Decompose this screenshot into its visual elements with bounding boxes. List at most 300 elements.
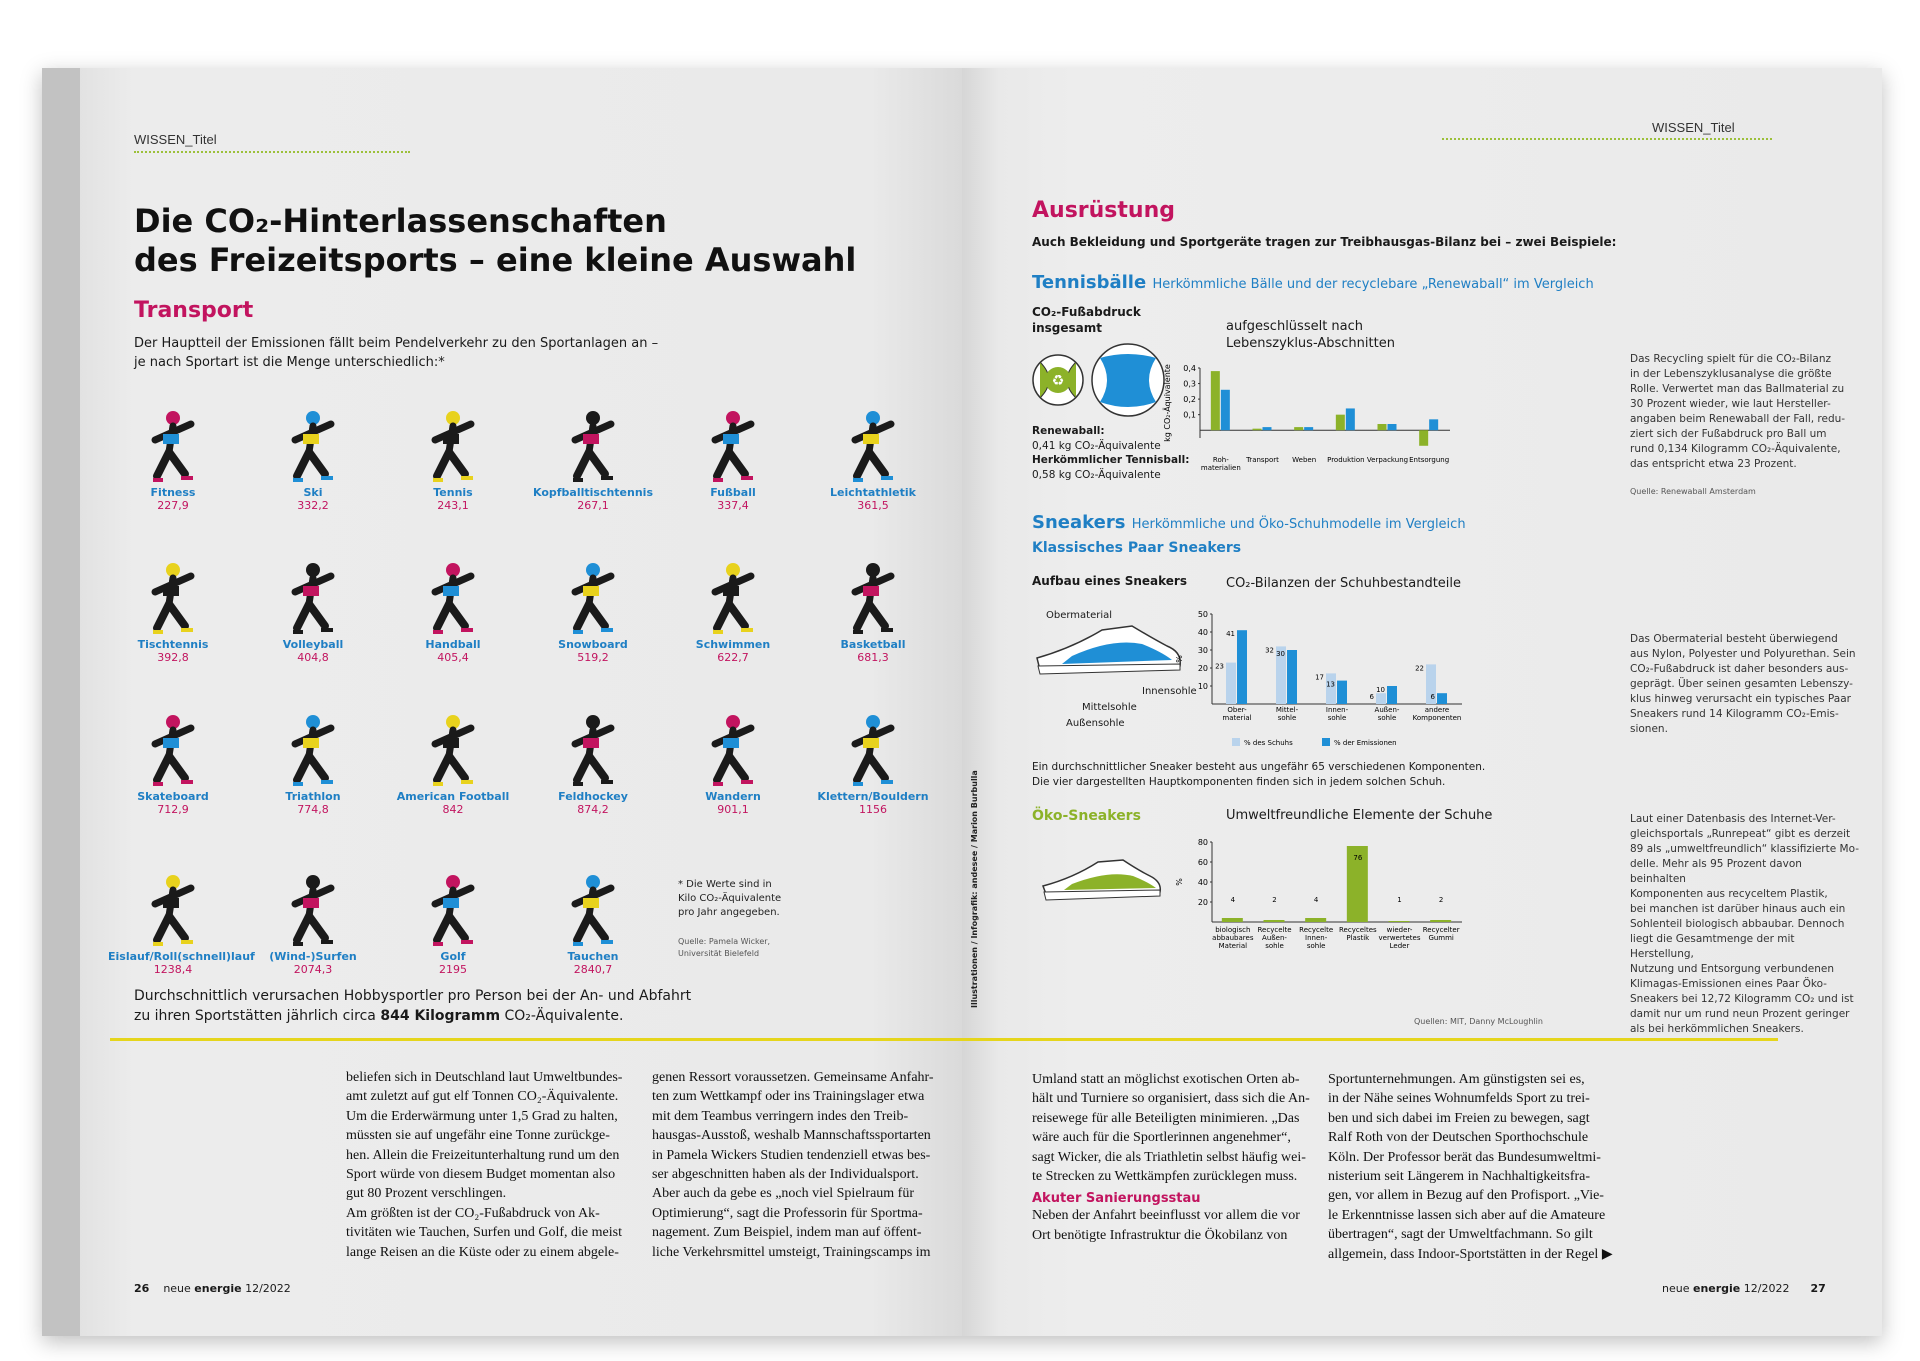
category-label: Recycelter	[1422, 926, 1460, 934]
sport-item	[108, 708, 238, 816]
tick-label: 0,3	[1183, 379, 1196, 389]
category-label: Recycelte	[1257, 926, 1292, 934]
category-label: sohle	[1306, 942, 1326, 950]
text-line: ben und sich dabei im Freien zu bewegen, sagt	[1328, 1110, 1590, 1126]
data-label: 32	[1265, 646, 1274, 655]
bar	[1376, 693, 1386, 704]
text-line: Ralf Roth von der Deutschen Sporthochschule	[1328, 1130, 1589, 1146]
right-page	[962, 68, 1882, 1336]
text-line: Sport würde von diesem Budget momentan also	[346, 1167, 616, 1183]
data-label: 1	[1397, 896, 1402, 904]
bar	[1430, 920, 1451, 922]
text-line: 30 Prozent wieder, wie laut Hersteller-	[1630, 398, 1831, 410]
sport-name: Fitness	[150, 486, 196, 499]
sneaker-chart-title: CO₂-Bilanzen der Schuhbestandteile	[1226, 576, 1462, 591]
sport-value: 901,1	[717, 803, 749, 816]
page-edge	[42, 68, 80, 1336]
text-line: mit dem Teambus verringern indes den Treib-	[652, 1108, 909, 1124]
bar	[1387, 686, 1397, 704]
category-label: Entsorgung	[1409, 456, 1450, 464]
text-line: beliefen sich in Deutschland laut Umweltbundes-	[346, 1070, 623, 1085]
sport-item	[248, 708, 378, 816]
category-label: biologisch	[1215, 926, 1251, 934]
text-line: Klimagas-Emissionen eines Paar Öko-	[1630, 978, 1827, 990]
category-label: Innen-	[1325, 706, 1349, 714]
sport-name: Tauchen	[567, 950, 619, 963]
bar	[1304, 427, 1313, 430]
bar	[1326, 673, 1336, 704]
text-line: hält und Turniere so organisiert, dass sich die An-	[1032, 1091, 1310, 1107]
tennis-chart-title: aufgeschlüsselt nach Lebenszyklus-Abschnitten	[1226, 319, 1395, 351]
text-line: Am größten ist der CO₂-Fußabdruck von Ak-	[346, 1205, 600, 1221]
bar	[1305, 918, 1326, 922]
sport-name: Kopfballtischtennis	[532, 486, 653, 499]
athlete-icon	[413, 556, 493, 636]
text-line: Köln. Der Professor berät das Bundesumweltmi-	[1328, 1149, 1601, 1165]
sport-value: 842	[442, 803, 464, 816]
bar	[1237, 630, 1247, 704]
category-label: Innen-	[1305, 934, 1328, 942]
sport-value: 405,4	[437, 651, 469, 664]
sport-value: 1156	[859, 803, 887, 816]
text-line: gut 80 Prozent verschlingen.	[346, 1186, 507, 1202]
sport-item	[808, 708, 938, 816]
sport-value: 361,5	[857, 499, 889, 512]
kicker-right: WISSEN_Titel	[1652, 120, 1735, 135]
bar	[1429, 419, 1438, 430]
bar	[1222, 918, 1243, 922]
folio-right: neue energie 12/2022 27	[1662, 1282, 1826, 1295]
sport-name: Tischtennis	[137, 638, 209, 651]
magazine-spread	[42, 68, 1882, 1336]
text-line: sagt Wicker, die als Triathletin selbst häufig wei-	[1032, 1149, 1306, 1165]
text-line: das entspricht etwa 23 Prozent.	[1630, 458, 1797, 470]
athlete-icon	[273, 556, 353, 636]
category-label: sohle	[1265, 942, 1284, 950]
athlete-icon	[833, 404, 913, 484]
data-label: 76	[1353, 854, 1363, 862]
sneaker-chart	[1162, 598, 1498, 748]
tennis-chart	[1158, 356, 1488, 476]
bar	[1264, 920, 1285, 922]
credit-line: Illustrationen / Infografik: andesee / Marion Burbulla	[970, 770, 979, 1008]
sport-value: 2074,3	[293, 963, 333, 976]
subhead-sanierungsstau: Akuter Sanierungsstau	[1032, 1191, 1201, 1207]
bar	[1337, 681, 1347, 704]
tick-label: 10	[1197, 682, 1208, 691]
legend-swatch	[1322, 738, 1330, 746]
text-line: gen, vor allem in Bezug auf den Profisport. „Vie-	[1328, 1188, 1604, 1204]
tick-label: 0,4	[1183, 364, 1196, 373]
bar	[1437, 693, 1447, 704]
sport-name: Skateboard	[137, 790, 209, 803]
renewaball-icon	[1033, 355, 1083, 405]
athlete-icon	[833, 708, 913, 788]
part-innensohle: Innensohle	[1142, 686, 1197, 697]
athlete-icon	[133, 868, 213, 948]
kicker: WISSEN_Titel	[134, 132, 217, 147]
text-line: rund 0,134 Kilogramm CO₂-Äquivalente,	[1630, 443, 1841, 455]
category-label: material	[1222, 714, 1252, 722]
sneaker-note: Ein durchschnittlicher Sneaker besteht aus ungefähr 65 verschiedenen Komponenten. Die vier dargestellten Hauptkomponenten finden sich in jedem solchen Schuh.	[1032, 761, 1486, 788]
category-label: Gummi	[1428, 934, 1454, 942]
bar	[1263, 427, 1272, 430]
tennis-side-text	[1630, 352, 1860, 472]
sport-value: 392,8	[157, 651, 189, 664]
body-column-2	[652, 1068, 944, 1262]
legend-label: % des Schuhs	[1244, 739, 1293, 747]
sport-name: Ski	[303, 486, 323, 499]
text-line: damit nur um rund neun Prozent geringer	[1630, 1008, 1850, 1020]
text-line: Das Obermaterial besteht überwiegend	[1630, 633, 1838, 645]
text-line: geprägt. Über seinen gesamten Lebenszy-	[1630, 678, 1853, 690]
category-label: verwertetes	[1378, 934, 1421, 942]
text-line: ten zum Wettkampf oder ins Trainingslager etwa	[652, 1089, 925, 1105]
yellow-rule	[110, 1038, 962, 1041]
part-aussensohle: Außensohle	[1066, 718, 1125, 729]
athlete-icon	[273, 404, 353, 484]
legend-swatch	[1232, 738, 1240, 746]
category-label: sohle	[1377, 714, 1397, 722]
tick-label: 40	[1197, 878, 1208, 887]
data-label: 41	[1226, 630, 1235, 639]
y-axis-label: %	[1175, 655, 1184, 663]
sport-item	[108, 404, 238, 512]
data-label: 2	[1438, 896, 1444, 904]
text-line: 89 als „umweltfreundlich“ klassifizierte Mo-	[1630, 843, 1860, 855]
bar	[1294, 427, 1303, 430]
athlete-icon	[553, 868, 633, 948]
section-ausruestung: Ausrüstung	[1032, 198, 1175, 223]
category-label: wieder-	[1386, 926, 1413, 934]
category-label: Mittel-	[1275, 706, 1299, 714]
text-line: in Pamela Wickers Studien tendenziell etwas bes-	[652, 1147, 931, 1163]
text-line: Das Recycling spielt für die CO₂-Bilanz	[1630, 353, 1831, 365]
bar	[1346, 408, 1355, 430]
sport-name: Tennis	[433, 486, 473, 499]
y-axis-label: kg CO₂-Äquivalente	[1163, 364, 1172, 442]
data-label: 2	[1272, 896, 1277, 904]
sport-name: Triathlon	[285, 790, 341, 803]
sport-item	[108, 868, 255, 976]
tick-label: 20	[1197, 664, 1208, 673]
tennis-source: Quelle: Renewaball Amsterdam	[1630, 487, 1756, 496]
eco-side-text	[1630, 812, 1860, 1037]
text-line: bei manchen ist darüber hinaus auch ein	[1630, 903, 1846, 915]
tick-label: 60	[1197, 858, 1208, 867]
tick-label: 50	[1197, 610, 1208, 619]
text-line: Sportunternehmungen. Am günstigsten sei es,	[1328, 1072, 1585, 1087]
sport-name: Golf	[440, 950, 466, 963]
text-line: in der Nähe seines Wohnumfelds Sport zu trei-	[1328, 1091, 1590, 1107]
text-line: Aber auch da gebe es „noch viel Spielraum für	[652, 1186, 915, 1202]
data-label: 13	[1326, 680, 1335, 689]
svg-text:♻: ♻	[1051, 373, 1065, 389]
page-title: Die CO₂-Hinterlassenschaften des Freizeitsports – eine kleine Auswahl	[134, 202, 857, 279]
text-line: Sneakers rund 14 Kilogramm CO₂-Emis-	[1630, 708, 1839, 720]
source-left: Quelle: Pamela Wicker, Universität Bielefeld	[678, 937, 771, 958]
category-label: Plastik	[1346, 934, 1370, 942]
tick-label: 0,1	[1183, 410, 1196, 420]
athlete-icon	[133, 708, 213, 788]
bar	[1389, 921, 1410, 922]
data-label: 23	[1215, 662, 1224, 671]
summary-text: Durchschnittlich verursachen Hobbysportler pro Person bei der An- und Abfahrt zu ihren Sportstätten jährlich circa 844 Kilogramm CO₂-Äquivalente.	[134, 988, 692, 1024]
category-label: Recycelte	[1299, 926, 1334, 934]
left-page	[42, 68, 962, 1336]
data-label: 4	[1313, 896, 1319, 904]
sport-value: 2195	[439, 963, 467, 976]
athlete-icon	[693, 708, 773, 788]
category-label: materialien	[1200, 464, 1241, 472]
text-line: liegt die Gesamtmenge der mit Herstellung,	[1630, 933, 1795, 960]
sport-value: 404,8	[297, 651, 329, 664]
text-line: ziert sich der Fußabdruck pro Ball um	[1630, 428, 1827, 440]
text-line: nagement. Zum Beispiel, indem man auf öffent-	[652, 1225, 922, 1241]
kicker-rule	[134, 151, 410, 153]
data-label: 17	[1315, 673, 1324, 682]
category-label: Weben	[1292, 456, 1317, 464]
sport-item	[528, 556, 658, 664]
category-label: andere	[1424, 706, 1450, 714]
eco-heading: Öko-Sneakers	[1032, 808, 1141, 824]
bar	[1378, 424, 1387, 430]
aufbau-heading: Aufbau eines Sneakers	[1032, 574, 1187, 588]
text-line: Komponenten aus recyceltem Plastik,	[1630, 888, 1828, 900]
text-line: Nutzung und Entsorgung verbundenen	[1630, 963, 1835, 975]
sport-value: 227,9	[157, 499, 189, 512]
text-line: tivitäten wie Tauchen, Surfen und Golf, die meist	[346, 1225, 622, 1241]
text-line: Um die Erderwärmung unter 1,5 Grad zu halten,	[346, 1108, 618, 1124]
athlete-icon	[693, 556, 773, 636]
category-label: abbaubares	[1212, 934, 1254, 942]
data-label: 22	[1415, 664, 1424, 673]
text-line: genen Ressort voraussetzen. Gemeinsame Anfahr-	[652, 1070, 934, 1085]
sport-name: Snowboard	[558, 638, 628, 651]
sport-value: 337,4	[717, 499, 749, 512]
text-line: Sneakers bei 12,72 Kilogramm CO₂ und ist	[1630, 993, 1854, 1005]
sport-item	[528, 868, 658, 976]
text-line: le Erkenntnisse lassen sich aber auf die Amateure	[1328, 1207, 1606, 1223]
sport-item	[528, 708, 658, 816]
sport-name: Feldhockey	[558, 790, 628, 803]
athlete-icon	[693, 404, 773, 484]
text-line: nisterium seit Längerem in Nachhaltigkeitsfra-	[1328, 1169, 1591, 1185]
text-line: CO₂-Fußabdruck ist daher besonders aus-	[1630, 663, 1849, 675]
sport-value: 774,8	[297, 803, 329, 816]
body-column-3	[1032, 1070, 1314, 1245]
sport-item	[808, 404, 938, 512]
bar	[1253, 429, 1262, 431]
text-line: delle. Mehr als 95 Prozent davon beinhalten	[1630, 858, 1802, 885]
folio-left: 26 neue energie 12/2022	[134, 1282, 291, 1295]
sport-item	[248, 404, 378, 512]
y-axis-label: %	[1175, 878, 1184, 886]
category-label: Material	[1218, 942, 1248, 950]
text-line: müssten sie auf ungefähr eine Tonne zurückge-	[346, 1128, 610, 1144]
category-label: Ober-	[1227, 706, 1247, 714]
category-label: Produktion	[1327, 456, 1365, 464]
lead-right: Auch Bekleidung und Sportgeräte tragen zur Treibhausgas-Bilanz bei – zwei Beispiele:	[1032, 235, 1617, 249]
sport-item	[248, 556, 378, 664]
category-label: Transport	[1246, 456, 1279, 464]
tennis-balls	[1030, 340, 1170, 420]
body-column-4	[1328, 1070, 1620, 1264]
eco-chart	[1162, 830, 1498, 960]
text-line: als bei herkömmlichen Sneakers.	[1630, 1023, 1804, 1035]
eco-source: Quellen: MIT, Danny McLoughlin	[1414, 1017, 1543, 1026]
category-label: Verpackung	[1366, 456, 1409, 464]
text-line: Rolle. Verwertet man das Ballmaterial zu	[1630, 383, 1845, 395]
lead-text: Der Hauptteil der Emissionen fällt beim Pendelverkehr zu den Sportanlagen an – je nach Sportart ist die Menge unterschiedlich:*	[134, 336, 659, 370]
sport-value: 332,2	[297, 499, 329, 512]
athlete-icon	[413, 404, 493, 484]
sport-name: Eislauf/Roll(schnell)lauf	[108, 950, 255, 963]
text-line: sionen.	[1630, 723, 1668, 735]
sport-item	[388, 868, 518, 976]
data-label: 6	[1369, 693, 1374, 702]
sport-name: Basketball	[840, 638, 906, 651]
sport-value: 622,7	[717, 651, 749, 664]
text-line: allgemein, dass Indoor-Sportstätten in der Regel ▶	[1328, 1246, 1613, 1262]
sneakers-heading: Sneakers Herkömmliche und Öko-Schuhmodelle im Vergleich	[1032, 512, 1466, 533]
classic-heading: Klassisches Paar Sneakers	[1032, 540, 1242, 556]
sport-name: Fußball	[710, 486, 756, 499]
data-label: 6	[1430, 693, 1435, 702]
category-label: Außen-	[1262, 934, 1287, 942]
ball-values: Renewaball: 0,41 kg CO₂-Äquivalente Herkömmlicher Tennisball: 0,58 kg CO₂-Äquivalente	[1032, 425, 1190, 481]
text-line: te Strecken zu Wettkämpfen zurücklegen muss.	[1032, 1169, 1298, 1185]
tick-label: 0,2	[1183, 395, 1196, 405]
sport-item	[248, 868, 378, 976]
sport-item	[668, 556, 798, 664]
text-line: Sohlenteil biologisch abbaubar. Dennoch	[1630, 918, 1845, 930]
sport-value: 1238,4	[153, 963, 193, 976]
sport-item	[388, 404, 518, 512]
sport-item	[808, 556, 938, 664]
sport-value: 681,3	[857, 651, 889, 664]
text-line: hausgas-Ausstoß, weshalb Mannschaftssportarten	[652, 1128, 931, 1144]
category-label: Außen-	[1374, 706, 1400, 714]
data-label: 30	[1276, 650, 1285, 658]
text-line: Ort benötigte Infrastruktur die Ökobilanz von	[1032, 1227, 1288, 1243]
text-line: reisewege für alle Beteiligten minimieren. „Das	[1032, 1110, 1300, 1126]
part-mittelsohle: Mittelsohle	[1082, 702, 1137, 713]
tick-label: 20	[1197, 898, 1208, 907]
sport-item	[668, 708, 798, 816]
sneaker-side-text	[1630, 632, 1860, 737]
text-line: Optimierung“, sagt die Professorin für Sportma-	[652, 1205, 923, 1221]
text-line: Laut einer Datenbasis des Internet-Ver-	[1630, 813, 1836, 825]
body-column-1	[346, 1068, 638, 1262]
sport-name: American Football	[396, 790, 510, 803]
sport-name: (Wind-)Surfen	[269, 950, 357, 963]
category-label: Leder	[1389, 942, 1410, 950]
tick-label: 80	[1197, 838, 1208, 847]
part-obermaterial: Obermaterial	[1046, 610, 1113, 621]
athlete-icon	[413, 868, 493, 948]
sport-name: Volleyball	[282, 638, 344, 651]
tennis-heading: Tennisbälle Herkömmliche Bälle und der recyclebare „Renewaball“ im Vergleich	[1032, 272, 1594, 293]
tick-label: 40	[1197, 628, 1208, 637]
text-line: angaben beim Renewaball der Fall, redu-	[1630, 413, 1846, 425]
tick-label: 30	[1197, 646, 1208, 655]
text-line: liche Verkehrsmittel umsteigt, Trainingscamps im	[652, 1244, 931, 1260]
sport-item	[528, 404, 658, 512]
bar	[1226, 663, 1236, 704]
section-transport: Transport	[134, 298, 254, 323]
kicker-rule-right	[1442, 138, 1772, 140]
yellow-rule-right	[962, 1038, 1778, 1041]
sport-name: Schwimmen	[695, 638, 771, 651]
bar	[1221, 390, 1230, 430]
bar	[1211, 371, 1220, 430]
text-line: aus Nylon, Polyester und Polyurethan. Sein	[1630, 648, 1856, 660]
text-line: amt zuletzt auf gut elf Tonnen CO₂-Äquivalente.	[346, 1089, 619, 1105]
text-line: hen. Allein die Freizeitunterhaltung rund um den	[346, 1147, 620, 1163]
text-line: übertragen“, sagt der Umweltfachmann. So gilt	[1328, 1227, 1593, 1243]
sport-name: Klettern/Bouldern	[817, 790, 929, 803]
category-label: Recyceltes	[1339, 926, 1377, 934]
tennisball-icon	[1092, 344, 1164, 416]
sport-item	[108, 556, 238, 664]
sport-item	[388, 556, 518, 664]
bar	[1336, 415, 1345, 431]
athlete-icon	[553, 404, 633, 484]
category-label: Komponenten	[1412, 714, 1462, 722]
eco-sneaker-icon	[1038, 848, 1168, 908]
sport-value: 2840,7	[573, 963, 613, 976]
text-line: klus hinweg verursacht ein typisches Paar	[1630, 693, 1851, 705]
text-line: Umland statt an möglichst exotischen Orten ab-	[1032, 1072, 1300, 1087]
athlete-icon	[273, 708, 353, 788]
sport-item	[388, 708, 518, 816]
sport-value: 519,2	[577, 651, 609, 664]
athlete-icon	[273, 868, 353, 948]
sport-item	[668, 404, 798, 512]
sport-value: 874,2	[577, 803, 609, 816]
footnote: * Die Werte sind in Kilo CO₂-Äquivalente pro Jahr angegeben.	[678, 879, 782, 918]
athlete-icon	[133, 404, 213, 484]
sport-value: 243,1	[437, 499, 469, 512]
athlete-icon	[553, 556, 633, 636]
data-label: 4	[1230, 896, 1236, 904]
sport-name: Leichtathletik	[830, 486, 916, 499]
bar	[1419, 430, 1428, 446]
text-line: lange Reisen an die Küste oder zu einem abgele-	[346, 1244, 619, 1260]
sport-name: Wandern	[705, 790, 761, 803]
sport-value: 712,9	[157, 803, 189, 816]
text-line: Neben der Anfahrt beeinflusst vor allem die vor	[1032, 1208, 1300, 1224]
category-label: Roh-	[1212, 456, 1229, 464]
athlete-icon	[133, 556, 213, 636]
text-line: wäre auch für die Sportlerinnen angenehmer“,	[1032, 1130, 1291, 1146]
athlete-icon	[413, 708, 493, 788]
data-label: 10	[1376, 686, 1385, 694]
text-line: gleichsportals „Runrepeat“ gibt es derzeit	[1630, 828, 1851, 840]
bar	[1287, 650, 1297, 704]
athlete-icon	[553, 708, 633, 788]
text-line: in der Lebenszyklusanalyse die größte	[1630, 368, 1832, 380]
sport-value: 267,1	[577, 499, 609, 512]
bar	[1388, 424, 1397, 430]
category-label: sohle	[1327, 714, 1347, 722]
athlete-icon	[833, 556, 913, 636]
eco-chart-title: Umweltfreundliche Elemente der Schuhe	[1226, 808, 1493, 823]
footprint-label: CO₂-Fußabdruck insgesamt	[1032, 305, 1141, 335]
sport-name: Handball	[425, 638, 481, 651]
legend-label: % der Emissionen	[1334, 739, 1397, 747]
